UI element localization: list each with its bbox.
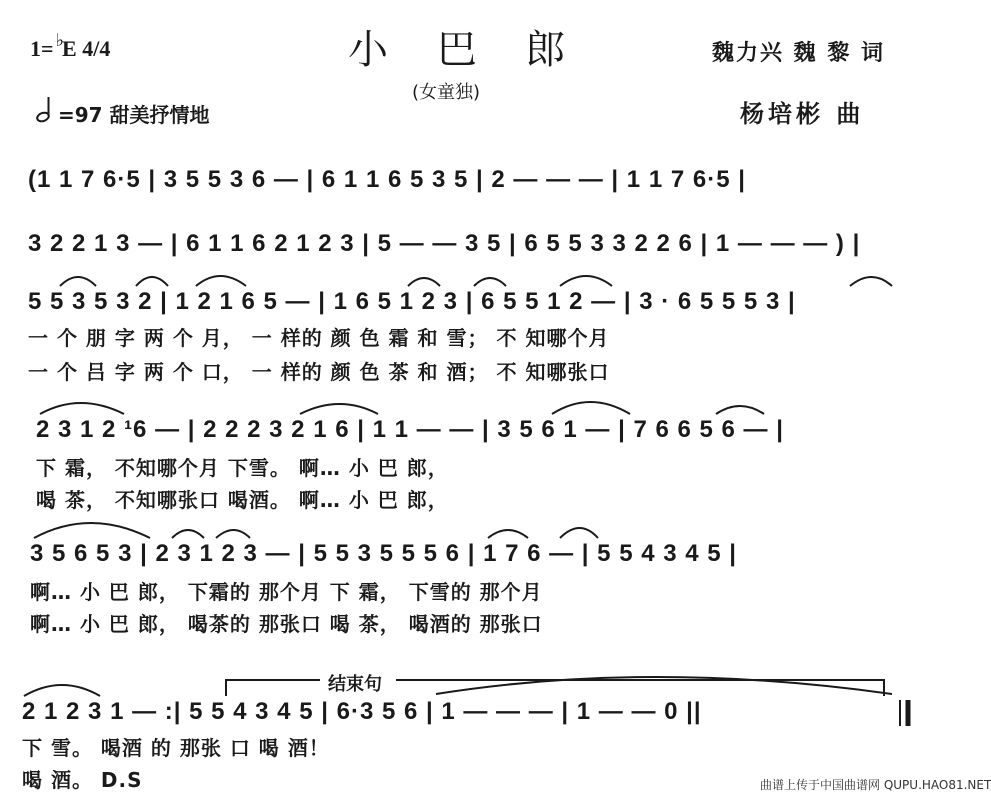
- song-subtitle: (女童独): [412, 82, 481, 103]
- slur: [716, 406, 764, 414]
- slur: [560, 528, 598, 538]
- slur: [408, 278, 440, 286]
- score-line-4-notes: 2 3 1 2 ¹6 — | 2 2 2 3 2 1 6 | 1 1 — — | 3 5 6 1 — | 7 6 6 5 6 — |: [36, 416, 784, 443]
- slur: [24, 685, 100, 696]
- slur: [300, 404, 378, 414]
- slur: [172, 530, 204, 538]
- score-line-6-notes: 2 1 2 3 1 — :| 5 5 4 3 4 5 | 6·3 5 6 | 1 — — — | 1 — — 0 ||: [22, 698, 702, 725]
- score-line-3-notes: 5 5 3 5 3 2 | 1 2 1 6 5 — | 1 6 5 1 2 3 | 6 5 5 1 2 — | 3 · 6 5 5 5 3 |: [28, 288, 796, 315]
- ending-bracket: [226, 680, 320, 696]
- ending-bracket: [396, 680, 884, 696]
- ending-section-label: 结束句: [328, 674, 382, 695]
- watermark-footer: 曲谱上传于中国曲谱网 QUPU.HAO81.NET: [760, 778, 991, 792]
- slur: [850, 277, 892, 286]
- lyricist: 魏力兴 魏 黎 词: [712, 41, 885, 66]
- slur: [488, 530, 528, 538]
- score-line-1-notes: (1 1 7 6·5 | 3 5 5 3 6 — | 6 1 1 6 5 3 5 | 2 — — — | 1 1 7 6·5 |: [28, 166, 746, 193]
- line-5-lyrics-verse-1: 啊… 小 巴 郎， 下霜的 那个月 下 霜， 下雪的 那个月: [30, 580, 543, 604]
- slur: [474, 278, 506, 286]
- composer: 杨培彬 曲: [740, 100, 865, 128]
- line-6-lyrics-verse-2: 喝 酒。 D.S: [22, 768, 143, 792]
- slur: [40, 403, 124, 414]
- line-3-lyrics-verse-1: 一 个 朋 字 两 个 月， 一 样的 颜 色 霜 和 雪； 不 知哪个月: [28, 326, 610, 350]
- slur: [216, 530, 250, 538]
- song-title: 小 巴 郎: [348, 27, 584, 73]
- slur: [560, 276, 612, 286]
- line-6-lyrics-verse-1: 下 雪。 喝酒 的 那张 口 喝 酒！: [22, 736, 330, 760]
- line-5-lyrics-verse-2: 啊… 小 巴 郎， 喝茶的 那张口 喝 茶， 喝酒的 那张口: [30, 612, 543, 636]
- line-4-lyrics-verse-1: 下 霜， 不知哪个月 下雪。 啊… 小 巴 郎，: [36, 456, 449, 480]
- line-3-lyrics-verse-2: 一 个 吕 字 两 个 口， 一 样的 颜 色 茶 和 酒； 不 知哪张口: [28, 360, 610, 384]
- score-line-2-notes: 3 2 2 1 3 — | 6 1 1 6 2 1 2 3 | 5 — — 3 5 | 6 5 5 3 3 2 2 6 | 1 — — — ) |: [28, 230, 861, 257]
- slur: [196, 276, 246, 286]
- slur: [60, 277, 96, 286]
- tempo-marking: =97 甜美抒情地: [36, 96, 210, 128]
- slur: [34, 523, 150, 538]
- key-signature: 1= ♭E 4/4: [30, 30, 111, 61]
- score-line-5-notes: 3 5 6 5 3 | 2 3 1 2 3 — | 5 5 3 5 5 5 6 | 1 7 6 — | 5 5 4 3 4 5 |: [30, 540, 737, 567]
- slur: [552, 402, 630, 414]
- slur: [136, 277, 168, 286]
- line-4-lyrics-verse-2: 喝 茶， 不知哪张口 喝酒。 啊… 小 巴 郎，: [36, 488, 449, 512]
